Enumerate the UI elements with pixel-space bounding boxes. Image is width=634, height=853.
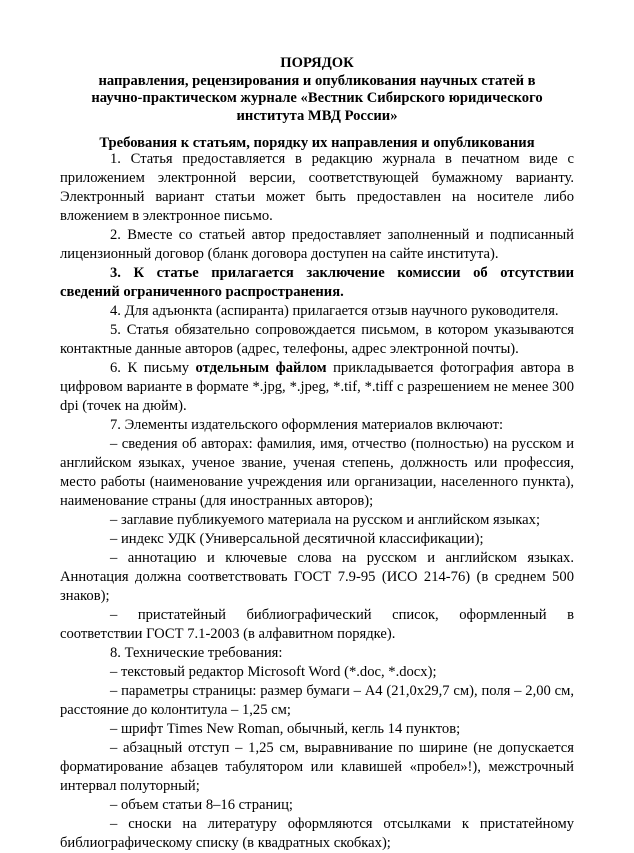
paragraph-4: 4. Для адъюнкта (аспиранта) прилагается отзыв научного руководителя. [110,303,559,319]
list-item: – параметры страницы: размер бумаги – А4 (21,0х29,7 см), поля – 2,00 см, расстояние до колонтитула – 1,25 см; [60,683,574,718]
list-item: – сведения об авторах: фамилия, имя, отчество (полностью) на русском и английском языках, ученое звание, ученая степень, должность или профессия, место работы (наименование учреждения или организации, населенного пункта), наименование страны (для иностранных авторов); [60,436,574,509]
document-body [60,150,574,853]
list-item: – заглавие публикуемого материала на русском и английском языках; [110,512,541,528]
section-title: Требования к статьям, порядку их направления и опубликования [99,135,535,151]
list-item: – шрифт Times New Roman, обычный, кегль 14 пунктов; [110,721,461,737]
paragraph-5: 5. Статья обязательно сопровождается письмом, в котором указываются контактные данные авторов (адрес, телефоны, адрес электронной почты). [60,322,574,357]
document-header [60,55,574,125]
list-item: – текстовый редактор Microsoft Word (*.doc, *.docx); [110,664,437,680]
paragraph-8: 8. Технические требования: [110,645,283,661]
list-item: – сноски на литературу оформляются отсылками к пристатейному библиографическому списку (в квадратных скобках); [60,816,574,851]
paragraph-6-bold: отдельным файлом [195,360,327,376]
list-item: – пристатейный библиографический список, оформленный в соответствии ГОСТ 7.1-2003 (в алфавитном порядке). [60,607,574,642]
paragraph-3: 3. К статье прилагается заключение комиссии об отсутствии сведений ограниченного распространения. [60,265,574,300]
paragraph-1: 1. Статья предоставляется в редакцию журнала в печатном виде с приложением электронной версии, соответствующей бумажному варианту. Электронный вариант статьи может быть предоставлен на носителе либо вложением в электронное письмо. [60,151,574,224]
paragraph-2: 2. Вместе со статьей автор предоставляет заполненный и подписанный лицензионный договор (бланк договора доступен на сайте института). [60,227,574,262]
list-item: – объем статьи 8–16 страниц; [110,797,293,813]
list-item: – индекс УДК (Универсальной десятичной классификации); [110,531,484,547]
document-title: ПОРЯДОК [280,55,354,71]
document-subtitle-line-2: научно-практическом журнале «Вестник Сибирского юридического [91,90,543,106]
paragraph-6-end: прикладывается фотография автора в цифровом варианте в формате *.jpg, *.jpeg, *.tif, *.tiff с разрешением не менее 300 dpi (точек на дюйм). [60,360,574,414]
document-subtitle-line-3: института МВД России» [236,107,398,124]
document-subtitle-line-1: направления, рецензирования и опубликования научных статей в [98,72,536,89]
list-item: – абзацный отступ – 1,25 см, выравнивание по ширине (не допускается форматирование абзацев табулятором или клавишей «пробел»!), межстрочный интервал полуторный; [60,740,574,794]
paragraph-6-start: 6. К письму [110,360,196,376]
paragraph-6 [60,359,574,416]
list-item: – аннотацию и ключевые слова на русском и английском языках. Аннотация должна соответствовать ГОСТ 7.9-95 (ИСО 214-76) (в среднем 500 знаков); [60,550,574,604]
paragraph-7: 7. Элементы издательского оформления материалов включают: [110,417,504,433]
